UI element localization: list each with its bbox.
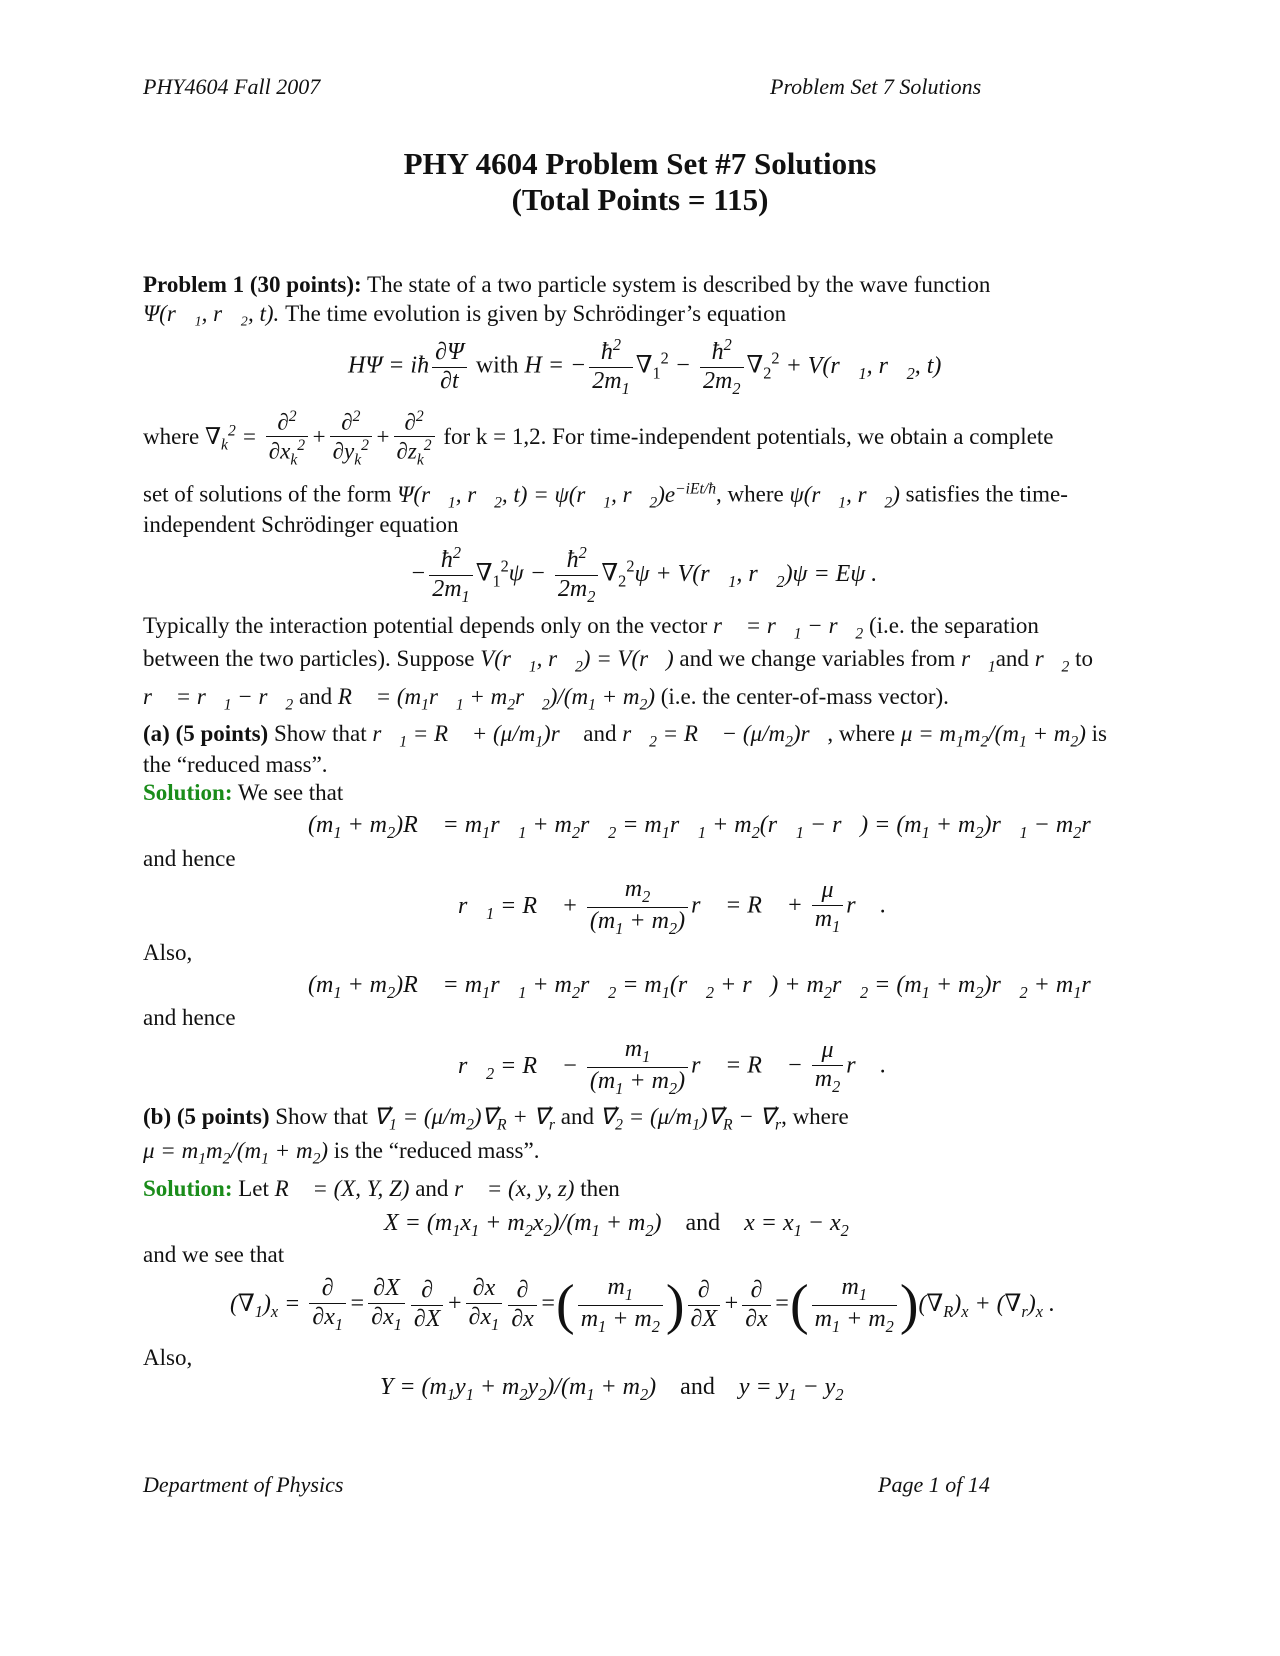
typically-text: Typically the interaction potential depends only on the vector [143, 613, 708, 638]
part-b-solution: Solution: Let R⃗ = (X, Y, Z) and r⃗ = (x, y, z) then [143, 1176, 620, 1201]
part-a-and: and [583, 721, 617, 746]
problem1-intro [143, 272, 990, 298]
solution-form-line: set of solutions of the form $\Psi(r⃗_1$, $r⃗_2$, $t) = \psi(r⃗_1$, $r⃗_2)e^{-iEt/ħ}$, where $\psi(r⃗_1$, $r⃗_2$) satisfies the time- [143, 480, 1068, 512]
problem1-label: Problem 1 (30 points): [143, 272, 362, 297]
change-vars-text: and we change variables from [679, 646, 956, 671]
footer-page-number: Page 1 of 14 [878, 1472, 990, 1497]
and-word-2: and [298, 684, 333, 709]
k-text: for k = 1,2. For time-independent potentials, we obtain a complete [443, 423, 1054, 449]
part-a-solution-label: Solution: [143, 780, 233, 805]
evolution-text: The time evolution is given by Schrödinger’s equation [285, 301, 787, 326]
tise-label: independent Schrödinger equation [143, 512, 459, 537]
part-a-statement: (a) (5 points) Show that $r⃗_1$ = R⃗ + $(\mu/m_1)r⃗$ and $r⃗_2$ = R⃗ − $(\mu/m_2)r⃗$, where $\mu = m_1m_2/(m_1 + m_2)$ is [143, 721, 1107, 751]
and-hence-1: and hence [143, 846, 236, 871]
psi-function: Ψ(r⃗₁, r⃗₂, t). [143, 301, 280, 326]
between-line: between the two particles). Suppose $V(r⃗_1$, $r⃗_2$) = V(r⃗) and we change variables from $r⃗_1and$ $r⃗_2$ to [143, 646, 1093, 676]
part-a-solution [143, 780, 343, 806]
equation-b2: $(\nabla_1)_x$ = $\frac{\partial}{\partial x_1}$ = $\frac{\partial X}{\partial x_1}$ $\frac{\partial}{\partial X}$ + $\frac{\partial x}{\partial x_1}$ $\frac{\partial}{\partial x}$ =( $\frac{m_1}{m_1 + m_2}$ ) $\frac{\partial}{\partial X}$ + $\frac{\partial}{\partial x}$ =( $\frac{m_1}{m_1 + m_2}$ )$(\nabla_R)_x + (\nabla_r)_x$ . [230, 1274, 1056, 1337]
and-hence-2: and hence [143, 1005, 236, 1030]
com-vec-text: (i.e. the center-of-mass vector). [660, 684, 949, 709]
and-word-1: and [995, 646, 1029, 671]
equation-a4: $r⃗_2$ = R⃗ − $\frac{m_1}{(m_1 + m_2)}$ r⃗ = R⃗ − $\frac{\mu}{m_2}$ r⃗ . [458, 1036, 887, 1098]
and-we-see: and we see that [143, 1242, 285, 1267]
between-text: between the two particles). Suppose [143, 646, 475, 671]
where-word: where [143, 423, 200, 449]
part-b-solution-label: Solution: [143, 1176, 233, 1201]
part-b-and-4: and [680, 1374, 715, 1400]
part-b-show: Show that [275, 1104, 368, 1129]
part-b-let: Let [238, 1176, 269, 1201]
equation-schrodinger: HΨ = iħ $\frac{\partial\Psi}{\partial t}$ with H = − $\frac{ħ^2}{2m_1}$ $\nabla_1^2$ − $\frac{ħ^2}{2m_2}$ $\nabla_2^2$ + $V(r⃗_1$, $r⃗_2$, t) [348, 335, 942, 398]
equation-tise: − $\frac{ħ^2}{2m_1}$ $\nabla_1^2\psi$ − $\frac{ħ^2}{2m_2}$ $\nabla_2^2\psi$ + $V(r⃗_1$, $r⃗_2)\psi = E\psi$ . [410, 543, 878, 606]
part-a-is: is [1091, 721, 1107, 746]
part-b-where: , where [781, 1104, 849, 1129]
equation-b3: $Y = (m_1y_1 + m_2y_2)/(m_1 + m_2)$ and $y = y_1 - y_2$ [380, 1374, 844, 1404]
laplacian-line: where $\nabla_k^2$ = $\frac{\partial^2}{\partial x_k^2}$ + $\frac{\partial^2}{\partial y_k^2}$ + $\frac{\partial^2}{\partial z_k^2}$ for k = 1,2. For time-independent potentials, we obtain a complete [143, 408, 1054, 469]
equation-b1: $X = (m_1x_1 + m_2x_2)/(m_1 + m_2)$ and $x = x_1 - x_2$ [384, 1210, 849, 1240]
also-2: Also, [143, 1345, 193, 1370]
part-a-label: (a) (5 points) [143, 721, 269, 746]
header-doc-title: Problem Set 7 Solutions [770, 74, 982, 99]
part-a-we-see: We see that [237, 780, 344, 805]
with-word: with [475, 352, 519, 379]
where-psi-text: , where [716, 481, 784, 507]
equation-a3: ($m_1$ + $m_2)R⃗$ = $m_1r⃗_1$ + $m_2r⃗_2$ = $m_1(r⃗_2$ + r⃗) + $m_2r⃗_2 = (m_1$ + $m_2)r⃗_2$ + $m_1r⃗$ [308, 972, 1110, 1002]
part-a-reduced: the “reduced mass”. [143, 752, 328, 777]
also-1: Also, [143, 940, 193, 965]
footer-department: Department of Physics [143, 1472, 344, 1497]
part-b-label: (b) (5 points) [143, 1104, 270, 1129]
page-subtitle: (Total Points = 115) [511, 182, 769, 217]
equation-a1: ($m_1$ + $m_2)R⃗$ = $m_1r⃗_1$ + $m_2r⃗_2$ = $m_1r⃗_1$ + $m_2(r⃗_1$ − r⃗) = ($m_1$ + $m_2)r⃗_1$ − $m_2r⃗$ [308, 812, 1110, 842]
typically-line: Typically the interaction potential depends only on the vector r⃗ = $r⃗_1$ − $r⃗_2$ (i.e. the separation [143, 613, 1039, 643]
part-b-then: then [580, 1176, 620, 1201]
com-line: r⃗ = $r⃗_1$ − $r⃗_2$ and R⃗ = ($m_1r⃗_1$ + $m_2r⃗_2)/(m_1 + m_2)$ (i.e. the center-of-mass vector). [143, 684, 949, 714]
part-b-reduced-line: $\mu = m_1m_2/(m_1 + m_2)$ is the “reduced mass”. [143, 1138, 540, 1168]
part-b-statement: (b) (5 points) Show that $\nabla⃗_1$ = $(\mu/m_2)\nabla⃗_R$ + $\nabla⃗_r$ and $\nabla⃗_2$ = $(\mu/m_1)\nabla⃗_R$ − $\nabla⃗_r$, where [143, 1104, 849, 1134]
satisfies-text: satisfies the time- [905, 481, 1068, 507]
header-course: PHY4604 Fall 2007 [143, 74, 321, 99]
ie-sep-text: (i.e. the separation [868, 613, 1039, 638]
problem1-intro-text: The state of a two particle system is described by the wave function [367, 272, 991, 297]
part-b-and-2: and [415, 1176, 449, 1201]
set-text: set of solutions of the form [143, 481, 392, 507]
part-b-reduced: is the “reduced mass”. [333, 1138, 540, 1163]
part-a-show: Show that [273, 721, 367, 746]
equation-a2: $r⃗_1$ = R⃗ + $\frac{m_2}{(m_1 + m_2)}$ r⃗ = R⃗ + $\frac{\mu}{m_1}$ r⃗ . [458, 876, 887, 938]
problem1-evolution [143, 301, 786, 327]
part-b-and: and [560, 1104, 594, 1129]
to-word: to [1075, 646, 1093, 671]
page-title: PHY 4604 Problem Set #7 Solutions [403, 146, 877, 181]
part-b-and-3: and [685, 1210, 721, 1236]
part-a-where: , where [827, 721, 896, 746]
